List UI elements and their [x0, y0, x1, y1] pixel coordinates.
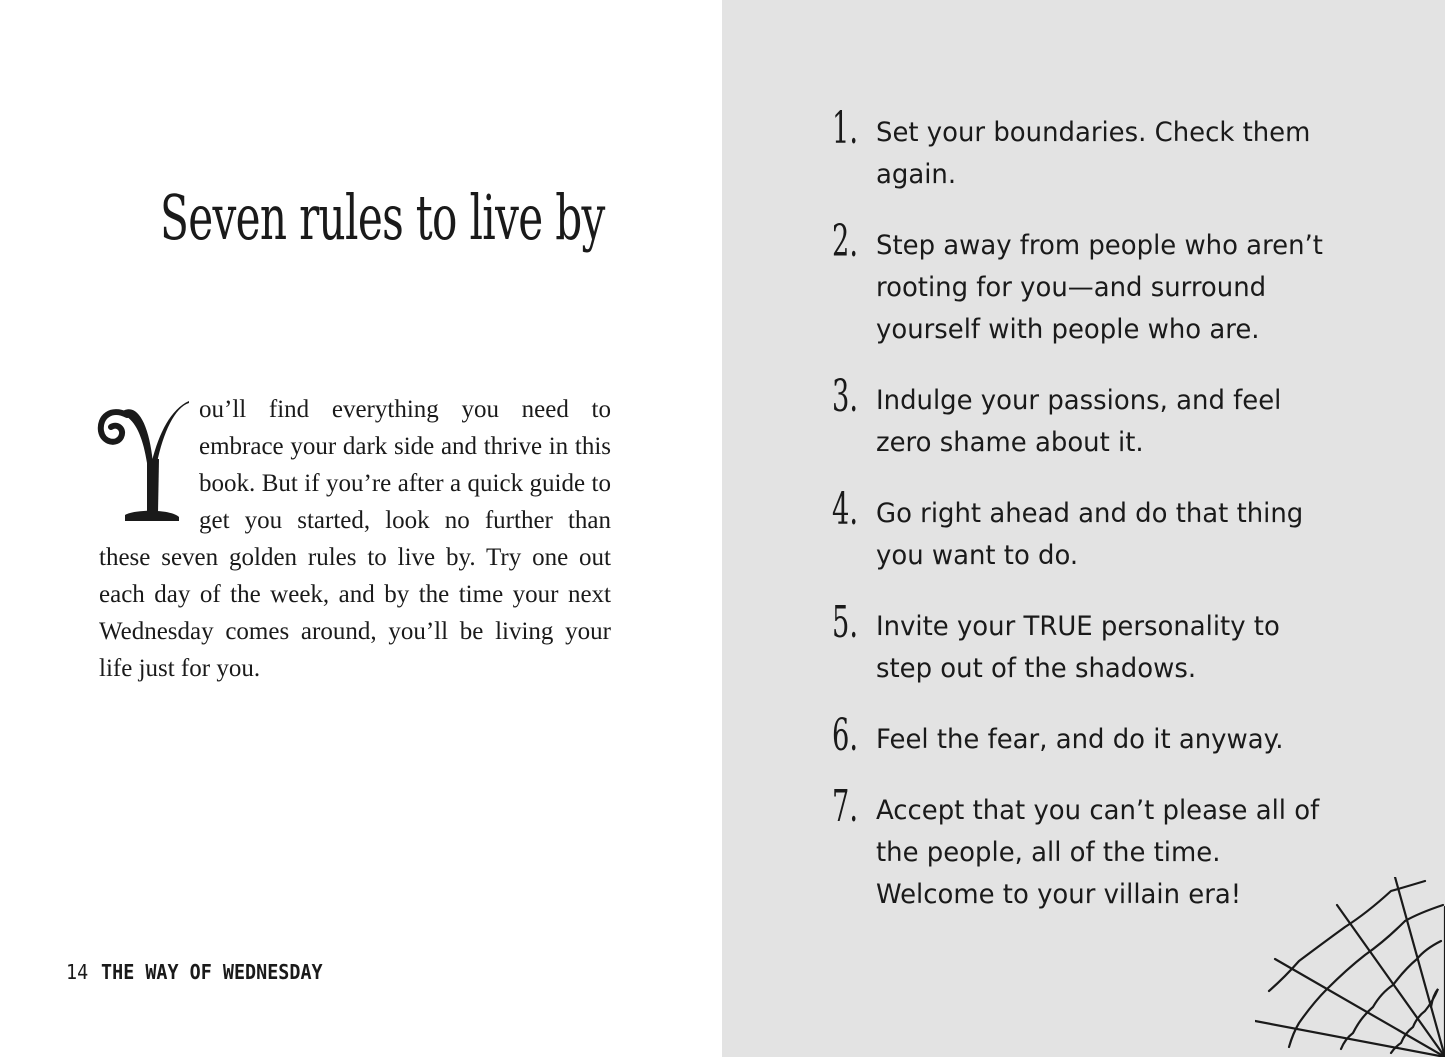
rule-text: Step away from people who aren’t rooting for you—and surround yourself with people who are. [876, 230, 1323, 345]
page-footer [66, 960, 323, 984]
rule-text: Indulge your passions, and feel zero shame about it. [876, 385, 1282, 458]
intro-text: ou’ll find everything you need to embrace your dark side and thrive in this book. But if you’re after a quick guide to get you started, look no further than these seven golden rules to live by. Try one out each day of the week, and by the time your next Wednesday comes around, you’ll be living your life just for you. [99, 396, 611, 682]
drop-cap-y-glyph [97, 393, 193, 533]
rule-text: Go right ahead and do that thing you want to do. [876, 498, 1304, 571]
left-page [0, 0, 722, 1057]
rule-text: Invite your TRUE personality to step out of the shadows. [876, 611, 1280, 684]
rule-number: 4. [832, 484, 859, 535]
intro-paragraph [99, 391, 611, 687]
rule-number: 7. [832, 781, 859, 832]
running-title: THE WAY OF WEDNESDAY [101, 960, 323, 984]
rule-text: Set your boundaries. Check them again. [876, 117, 1311, 190]
rule-number: 1. [832, 103, 859, 154]
rule-number: 5. [832, 597, 859, 648]
page-title: Seven rules to live by [160, 181, 605, 254]
right-page [722, 0, 1445, 1057]
page-number: 14 [66, 960, 89, 984]
rule-number: 3. [832, 371, 859, 422]
rule-text: Accept that you can’t please all of the people, all of the time. Welcome to your villain era! [876, 795, 1320, 910]
rule-text: Feel the fear, and do it anyway. [876, 724, 1284, 755]
drop-cap [97, 393, 193, 533]
rule-number: 2. [832, 216, 859, 267]
rule-number: 6. [832, 710, 859, 761]
